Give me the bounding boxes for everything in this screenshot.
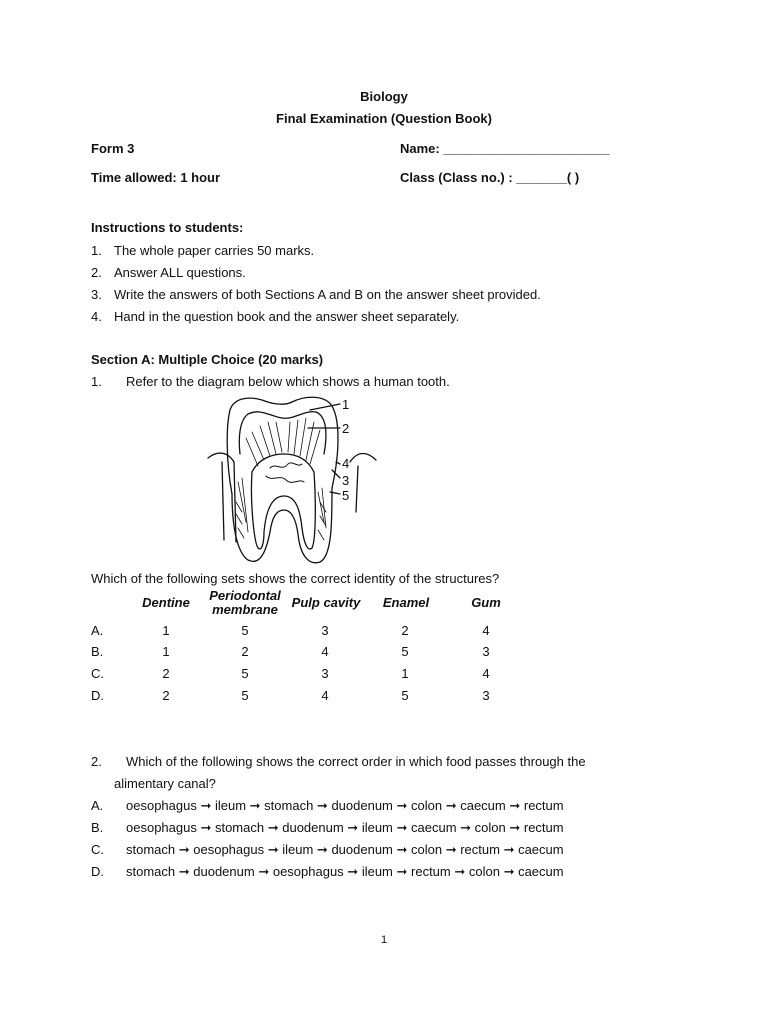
sequence-step: ileum: [282, 842, 314, 857]
arrow-icon: ➞: [499, 864, 519, 879]
form-label: Form 3: [91, 141, 135, 156]
sequence-step: rectum: [460, 842, 500, 857]
option-value: 5: [241, 623, 249, 638]
sequence-step: stomach: [126, 864, 176, 879]
arrow-icon: ➞: [196, 798, 215, 813]
instruction-text: Hand in the question book and the answer sheet separately.: [114, 309, 460, 324]
sequence-step: colon: [474, 820, 506, 835]
column-header-line: Periodontal: [209, 588, 281, 603]
instruction-number: 2.: [91, 265, 102, 280]
sequence-step: caecum: [518, 842, 564, 857]
option-value: 5: [241, 666, 249, 681]
question-1-stem: Refer to the diagram below which shows a human tooth.: [126, 374, 450, 389]
sequence-step: oesophagus: [193, 842, 265, 857]
arrow-icon: ➞: [313, 842, 332, 857]
sequence-step: rectum: [411, 864, 451, 879]
question-1-prompt: Which of the following sets shows the correct identity of the structures?: [91, 571, 500, 586]
arrow-icon: ➞: [175, 864, 194, 879]
column-header-pulp-cavity: Pulp cavity: [291, 595, 361, 610]
sequence-step: oesophagus: [126, 820, 197, 835]
option-letter: D.: [91, 864, 104, 879]
option-value: 4: [321, 688, 329, 703]
question-1-number: 1.: [91, 374, 102, 389]
option-value: 5: [401, 688, 409, 703]
column-header-dentine: Dentine: [142, 595, 190, 610]
arrow-icon: ➞: [246, 798, 265, 813]
option-value: 2: [241, 644, 249, 659]
arrow-icon: ➞: [505, 820, 524, 835]
arrow-icon: ➞: [313, 798, 332, 813]
diagram-label: 2: [342, 421, 350, 436]
arrow-icon: ➞: [456, 820, 475, 835]
tooth-diagram: [200, 392, 380, 568]
subject-title: Biology: [360, 89, 408, 104]
arrow-icon: ➞: [392, 798, 412, 813]
sequence-step: ileum: [361, 820, 393, 835]
sequence-step: stomach: [264, 798, 314, 813]
arrow-icon: ➞: [450, 864, 469, 879]
arrow-icon: ➞: [196, 820, 215, 835]
option-letter: D.: [91, 688, 104, 703]
diagram-label: 3: [342, 473, 350, 488]
arrow-icon: ➞: [264, 820, 283, 835]
option-letter: C.: [91, 666, 104, 681]
sequence-step: colon: [411, 798, 443, 813]
option-value: 3: [321, 623, 329, 638]
sequence-step: rectum: [523, 820, 564, 835]
option-value: 4: [482, 666, 490, 681]
option-letter: A.: [91, 623, 104, 638]
column-header-periodontal: [204, 589, 286, 617]
instruction-number: 3.: [91, 287, 102, 302]
option-sequence-c[interactable]: [126, 842, 564, 858]
diagram-label: 1: [342, 397, 350, 412]
column-header-line: membrane: [212, 602, 278, 617]
sequence-step: oesophagus: [126, 798, 197, 813]
instruction-number: 1.: [91, 243, 102, 258]
name-field-label: Name: _______________________: [400, 141, 610, 156]
arrow-icon: ➞: [343, 820, 362, 835]
sequence-step: rectum: [523, 798, 564, 813]
option-value: 3: [321, 666, 329, 681]
instruction-text: Write the answers of both Sections A and B on the answer sheet provided.: [114, 287, 541, 302]
instructions-heading: Instructions to students:: [91, 220, 244, 235]
option-value: 4: [482, 623, 490, 638]
instruction-number: 4.: [91, 309, 102, 324]
arrow-icon: ➞: [392, 842, 412, 857]
question-2-number: 2.: [91, 754, 102, 769]
option-value: 2: [162, 666, 170, 681]
option-sequence-d[interactable]: [126, 864, 564, 880]
option-letter: B.: [91, 644, 104, 659]
sequence-step: ileum: [361, 864, 393, 879]
column-header-gum: Gum: [471, 595, 501, 610]
sequence-step: stomach: [214, 820, 265, 835]
option-value: 2: [162, 688, 170, 703]
time-allowed: Time allowed: 1 hour: [91, 170, 221, 185]
class-field-label: Class (Class no.) : _______( ): [400, 170, 580, 185]
sequence-step: duodenum: [282, 820, 344, 835]
exam-title: Final Examination (Question Book): [276, 111, 492, 126]
option-value: 3: [482, 688, 490, 703]
instruction-text: Answer ALL questions.: [114, 265, 246, 280]
arrow-icon: ➞: [442, 798, 461, 813]
sequence-step: duodenum: [331, 798, 393, 813]
option-letter: C.: [91, 842, 104, 857]
sequence-step: duodenum: [193, 864, 255, 879]
option-sequence-b[interactable]: [126, 820, 564, 836]
question-2-stem: Which of the following shows the correct order in which food passes through the: [126, 754, 586, 769]
instruction-text: The whole paper carries 50 marks.: [114, 243, 315, 258]
question-2-stem-continued: alimentary canal?: [114, 776, 216, 791]
option-value: 1: [162, 623, 170, 638]
arrow-icon: ➞: [175, 842, 194, 857]
arrow-icon: ➞: [343, 864, 362, 879]
option-value: 5: [401, 644, 409, 659]
sequence-step: oesophagus: [272, 864, 344, 879]
diagram-label: 4: [342, 456, 350, 471]
arrow-icon: ➞: [254, 864, 273, 879]
option-letter: A.: [91, 798, 104, 813]
sequence-step: colon: [411, 842, 443, 857]
option-value: 3: [482, 644, 490, 659]
sequence-step: ileum: [214, 798, 247, 813]
page-number: 1: [380, 934, 388, 946]
sequence-step: caecum: [411, 820, 457, 835]
option-sequence-a[interactable]: [126, 798, 564, 814]
sequence-step: caecum: [518, 864, 564, 879]
sequence-step: duodenum: [331, 842, 393, 857]
arrow-icon: ➞: [264, 842, 283, 857]
arrow-icon: ➞: [505, 798, 524, 813]
arrow-icon: ➞: [442, 842, 461, 857]
sequence-step: stomach: [126, 842, 176, 857]
option-letter: B.: [91, 820, 104, 835]
sequence-step: caecum: [460, 798, 506, 813]
sequence-step: colon: [468, 864, 500, 879]
option-value: 5: [241, 688, 249, 703]
column-header-enamel: Enamel: [382, 595, 430, 610]
arrow-icon: ➞: [499, 842, 519, 857]
section-a-heading: Section A: Multiple Choice (20 marks): [91, 352, 324, 367]
option-value: 2: [401, 623, 409, 638]
diagram-label: 5: [342, 488, 350, 503]
arrow-icon: ➞: [392, 820, 412, 835]
option-value: 1: [162, 644, 170, 659]
option-value: 1: [401, 666, 409, 681]
option-value: 4: [321, 644, 329, 659]
arrow-icon: ➞: [392, 864, 412, 879]
